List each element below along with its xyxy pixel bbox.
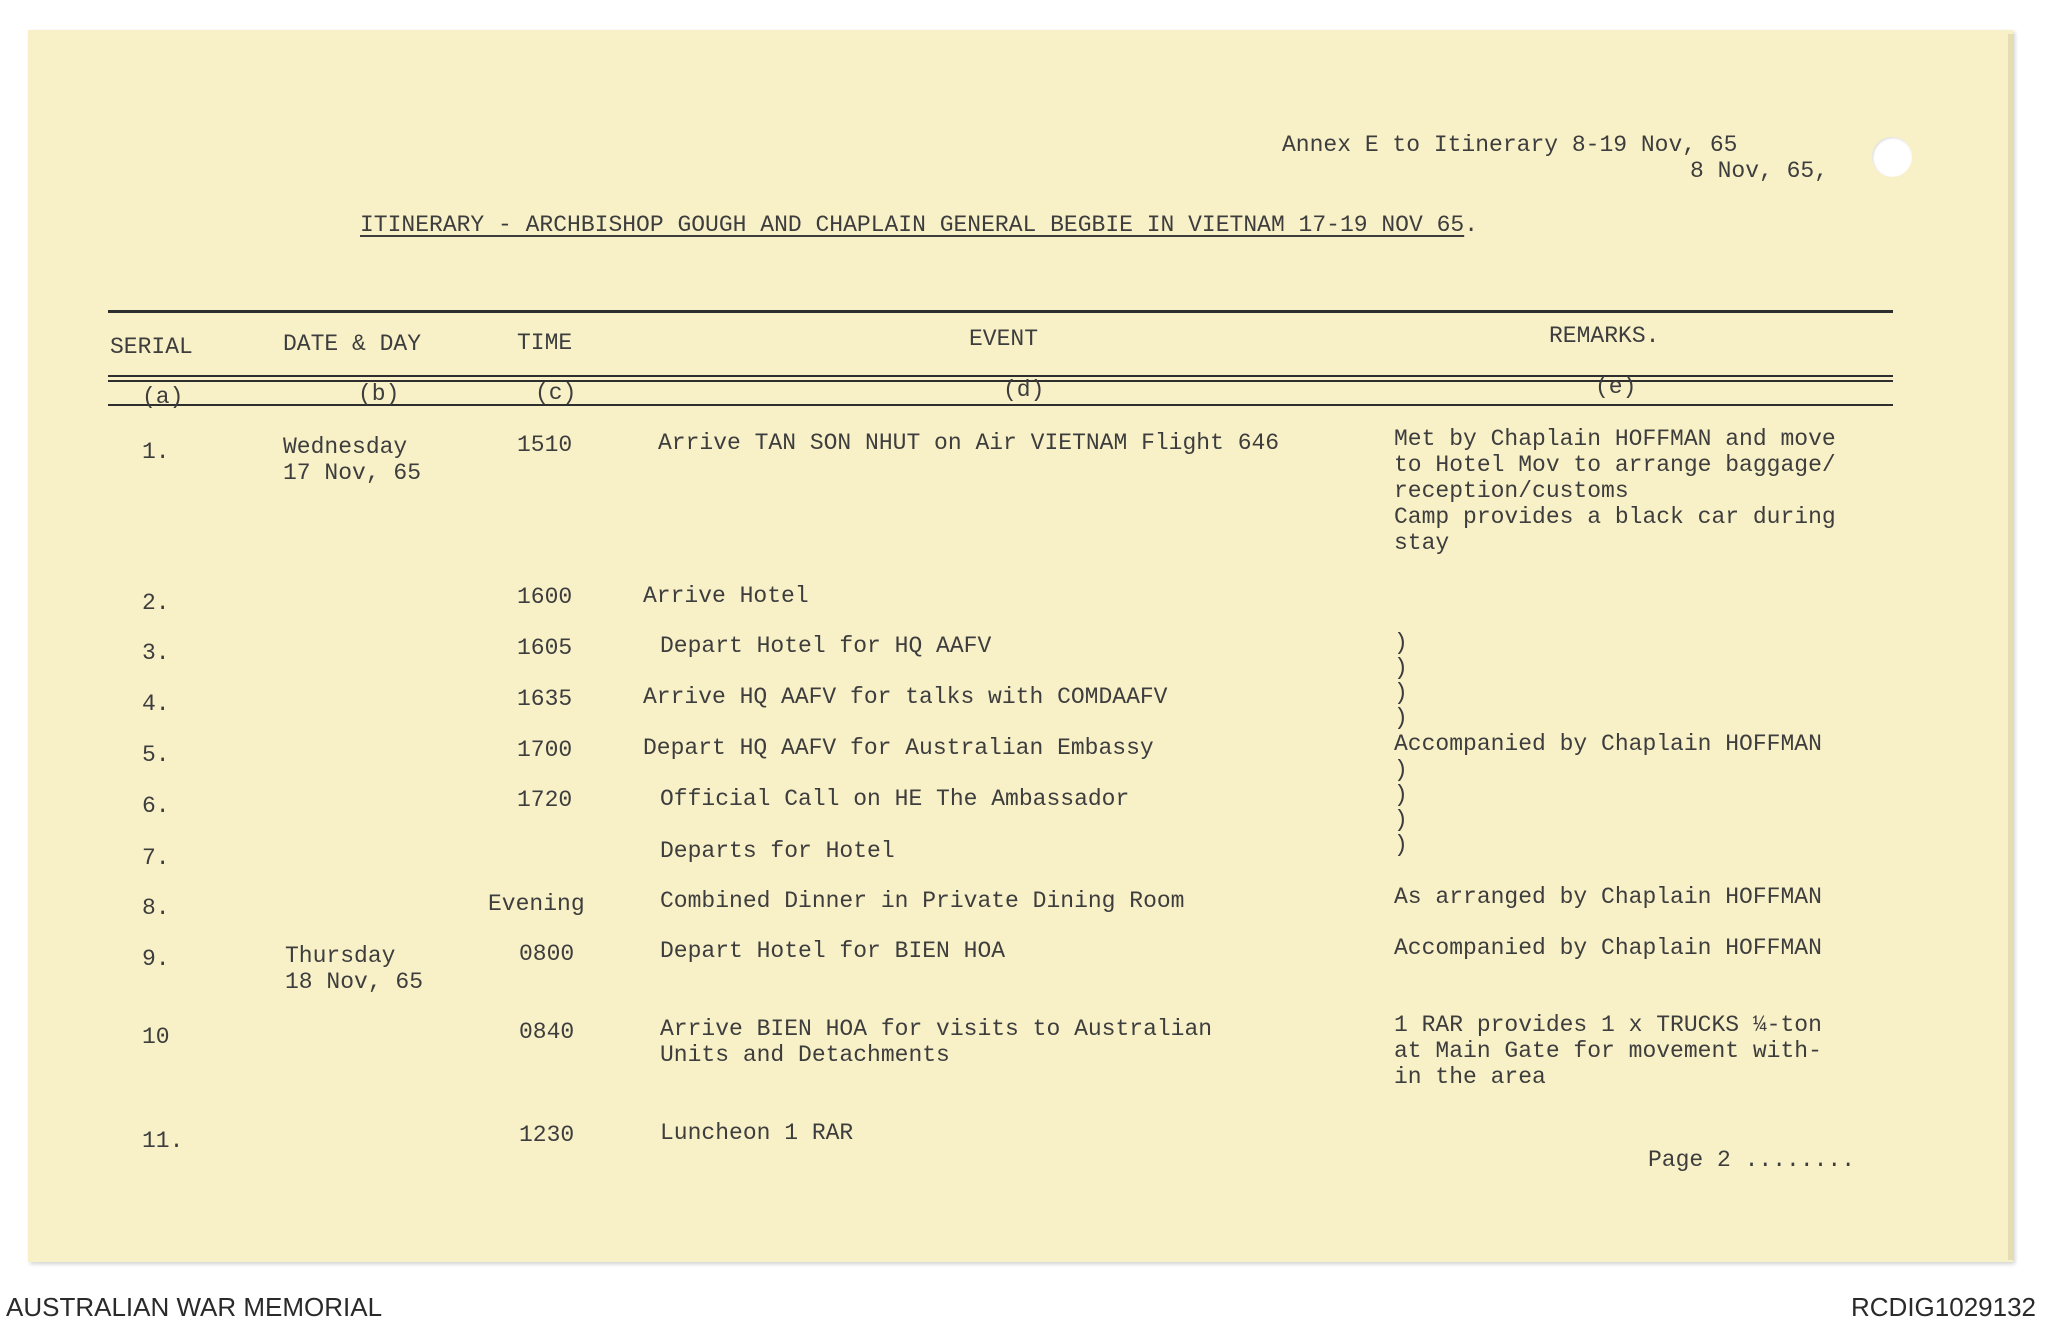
row-8-remarks: As arranged by Chaplain HOFFMAN xyxy=(1394,884,1822,910)
row-9-remarks: Accompanied by Chaplain HOFFMAN xyxy=(1394,935,1822,961)
row-5-remarks: Accompanied by Chaplain HOFFMAN xyxy=(1394,731,1822,757)
col-code-d: (d) xyxy=(1003,377,1045,403)
row-6-time: 1720 xyxy=(517,787,573,813)
row-9-serial: 9. xyxy=(142,946,170,972)
bracket: ) xyxy=(1394,680,1408,706)
row-7-event: Departs for Hotel xyxy=(660,838,895,864)
row-1-serial: 1. xyxy=(142,439,170,465)
col-heading-serial: SERIAL xyxy=(110,334,193,360)
col-heading-event: EVENT xyxy=(969,326,1039,352)
col-code-e: (e) xyxy=(1595,374,1637,400)
col-heading-remarks: REMARKS. xyxy=(1549,323,1660,349)
row-4-event: Arrive HQ AAFV for talks with COMDAAFV xyxy=(643,684,1168,710)
row-2-time: 1600 xyxy=(517,584,573,610)
row-5-event: Depart HQ AAFV for Australian Embassy xyxy=(643,735,1154,761)
row-1-event: Arrive TAN SON NHUT on Air VIETNAM Flight 646 xyxy=(658,430,1280,456)
row-9-time: 0800 xyxy=(519,941,575,967)
row-10-time: 0840 xyxy=(519,1019,575,1045)
row-10-remarks: 1 RAR provides 1 x TRUCKS ¼-ton at Main Gate for movement with- in the area xyxy=(1394,1012,1822,1090)
row-3-event: Depart Hotel for HQ AAFV xyxy=(660,633,992,659)
row-6-serial: 6. xyxy=(142,793,170,819)
bracket: ) xyxy=(1394,630,1408,656)
bracket: ) xyxy=(1394,782,1408,808)
row-2-event: Arrive Hotel xyxy=(643,583,809,609)
page-continuation: Page 2 ........ xyxy=(1648,1147,1856,1173)
row-1-time: 1510 xyxy=(517,432,573,458)
document-title xyxy=(360,212,1478,238)
row-3-time: 1605 xyxy=(517,635,573,661)
col-code-b: (b) xyxy=(358,381,400,407)
bracket: ) xyxy=(1394,757,1408,783)
row-2-serial: 2. xyxy=(142,590,170,616)
annex-line: Annex E to Itinerary 8-19 Nov, 65 xyxy=(1282,132,1738,158)
row-11-event: Luncheon 1 RAR xyxy=(660,1120,854,1146)
title-text: ITINERARY - ARCHBISHOP GOUGH AND CHAPLAIN GENERAL BEGBIE IN VIETNAM 17-19 NOV 65 xyxy=(360,212,1465,238)
table-top-rule xyxy=(108,310,1893,313)
row-6-event: Official Call on HE The Ambassador xyxy=(660,786,1130,812)
row-4-serial: 4. xyxy=(142,691,170,717)
row-9-event: Depart Hotel for BIEN HOA xyxy=(660,938,1006,964)
bracket: ) xyxy=(1394,832,1408,858)
row-5-serial: 5. xyxy=(142,742,170,768)
col-heading-date: DATE & DAY xyxy=(283,331,422,357)
row-10-event: Arrive BIEN HOA for visits to Australian Units and Detachments xyxy=(660,1016,1213,1068)
bracket: ) xyxy=(1394,807,1408,833)
row-8-time: Evening xyxy=(488,891,585,917)
col-code-a: (a) xyxy=(142,384,184,410)
row-1-date: Wednesday 17 Nov, 65 xyxy=(283,434,422,486)
punch-hole xyxy=(1872,137,1912,177)
bracket: ) xyxy=(1394,705,1408,731)
archive-credit: AUSTRALIAN WAR MEMORIAL xyxy=(6,1292,383,1322)
date-line: 8 Nov, 65, xyxy=(1690,158,1829,184)
row-11-time: 1230 xyxy=(519,1122,575,1148)
row-3-serial: 3. xyxy=(142,640,170,666)
bracket: ) xyxy=(1394,655,1408,681)
row-10-serial: 10 xyxy=(142,1024,170,1050)
sheet-edge xyxy=(2008,34,2014,1260)
row-8-serial: 8. xyxy=(142,895,170,921)
col-code-c: (c) xyxy=(535,380,577,406)
row-7-serial: 7. xyxy=(142,845,170,871)
row-11-serial: 11. xyxy=(142,1128,184,1154)
row-8-event: Combined Dinner in Private Dining Room xyxy=(660,888,1185,914)
row-9-date: Thursday 18 Nov, 65 xyxy=(285,943,424,995)
col-heading-time: TIME xyxy=(517,330,573,356)
row-4-time: 1635 xyxy=(517,686,573,712)
row-5-time: 1700 xyxy=(517,737,573,763)
title-period: . xyxy=(1464,212,1478,238)
archive-reference: RCDIG1029132 xyxy=(1851,1292,2036,1322)
row-1-remarks: Met by Chaplain HOFFMAN and move to Hotel Mov to arrange baggage/ reception/customs Camp provides a black car during stay xyxy=(1394,426,1836,556)
